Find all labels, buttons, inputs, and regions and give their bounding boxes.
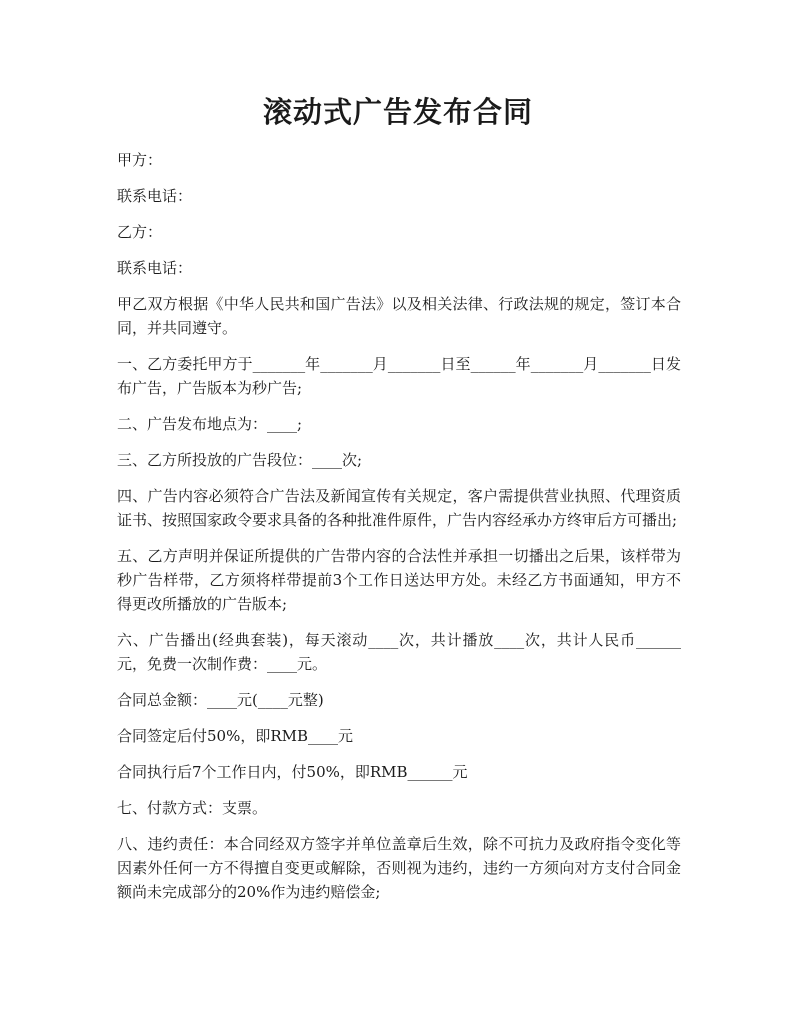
clause-2-paragraph: 二、广告发布地点为：____; (117, 415, 303, 433)
second-payment-line: 合同执行后7个工作日内，付50%，即RMB______元 (117, 763, 468, 781)
party-a-phone-line: 联系电话： (117, 187, 193, 205)
party-b-line: 乙方： (117, 223, 163, 241)
document-body (117, 148, 681, 916)
document-title: 滚动式广告发布合同 (262, 95, 533, 129)
preamble-paragraph: 甲乙双方根据《中华人民共和国广告法》以及相关法律、行政法规的规定，签订本合同，并共同遵守。 (117, 295, 681, 337)
total-amount-line: 合同总金额：____元(____元整) (117, 691, 324, 709)
clause-4-paragraph: 四、广告内容必须符合广告法及新闻宣传有关规定，客户需提供营业执照、代理资质证书、按照国家政令要求具备的各种批准件原件，广告内容经承办方终审后方可播出; (117, 487, 681, 529)
clause-6-paragraph: 六、广告播出(经典套装)，每天滚动____次，共计播放____次，共计人民币______元，免费一次制作费：____元。 (117, 631, 681, 673)
clause-3-paragraph: 三、乙方所投放的广告段位：____次; (117, 451, 363, 469)
clause-8-paragraph: 八、违约责任：本合同经双方签字并单位盖章后生效，除不可抗力及政府指令变化等因素外任何一方不得擅自变更或解除，否则视为违约，违约一方须向对方支付合同金额尚未完成部分的20%作为违约赔偿金; (117, 835, 681, 901)
party-a-line: 甲方： (117, 151, 163, 169)
party-b-phone-line: 联系电话： (117, 259, 193, 277)
clause-7-paragraph: 七、付款方式：支票。 (117, 799, 268, 817)
clause-5-paragraph: 五、乙方声明并保证所提供的广告带内容的合法性并承担一切播出之后果，该样带为秒广告样带，乙方须将样带提前3个工作日送达甲方处。未经乙方书面通知，甲方不得更改所播放的广告版本; (117, 547, 681, 613)
first-payment-line: 合同签定后付50%，即RMB____元 (117, 727, 354, 745)
clause-1-paragraph: 一、乙方委托甲方于_______年_______月_______日至______年_______月_______日发布广告，广告版本为秒广告; (117, 355, 681, 397)
